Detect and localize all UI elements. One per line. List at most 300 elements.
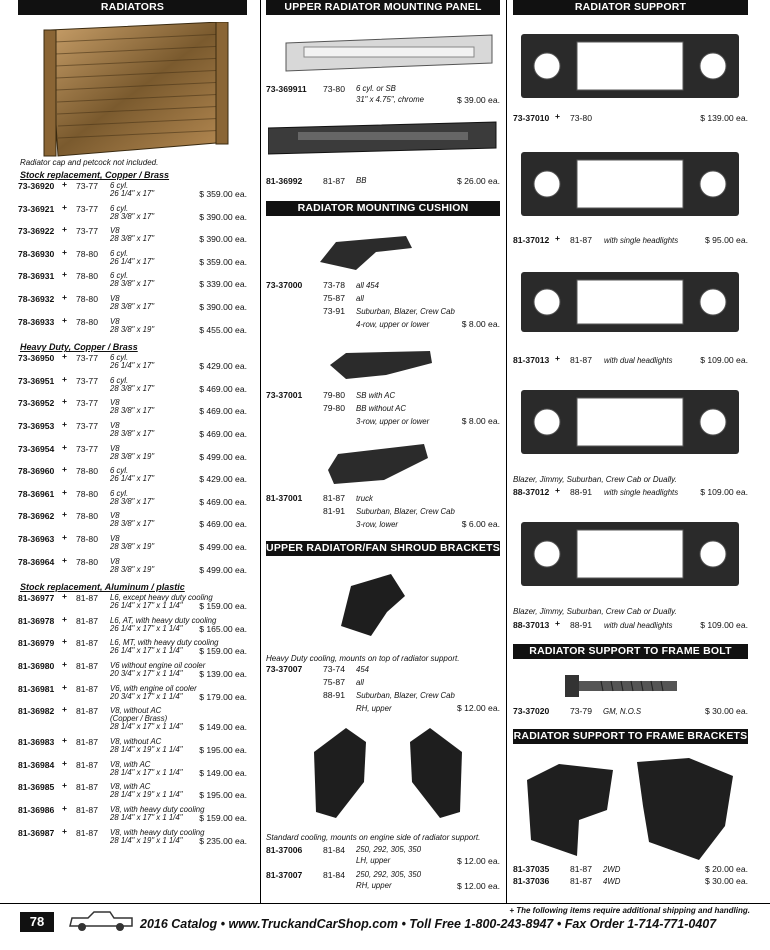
shipping-plus-marker: + — [62, 224, 68, 235]
shipping-plus-marker: + — [62, 486, 68, 497]
part-number: 73-37001 — [266, 390, 303, 400]
shroud-item-2 — [266, 845, 500, 869]
dimensions: 28 3/8" x 17" — [110, 211, 155, 221]
shipping-plus-marker: + — [555, 618, 561, 628]
description: BB — [356, 176, 367, 185]
part-number: 88-37012 — [513, 487, 550, 497]
shipping-plus-marker: + — [62, 803, 68, 813]
year-range: 78-80 — [76, 511, 98, 522]
price: $ 359.00 ea. — [199, 256, 247, 267]
part-number: 81-36981 — [18, 683, 55, 694]
shipping-plus-marker: + — [62, 179, 68, 189]
shipping-plus-marker: + — [555, 485, 561, 495]
price: $ 26.00 ea. — [456, 176, 500, 186]
part-number: 73-36920 — [18, 181, 55, 191]
year-range: 81-87 — [570, 355, 592, 365]
shipping-plus-marker: + — [62, 419, 68, 429]
description-extra: LH, upper — [356, 856, 391, 865]
price: $ 109.00 ea. — [700, 620, 748, 630]
middle-column — [266, 0, 500, 891]
price: $ 139.00 ea. — [199, 669, 247, 679]
shipping-plus-marker: + — [62, 591, 68, 602]
price: $ 359.00 ea. — [199, 189, 247, 199]
upper-panel-header: UPPER RADIATOR MOUNTING PANEL — [266, 0, 500, 15]
year-range: 81-87 — [76, 805, 98, 815]
price: $ 195.00 ea. — [199, 745, 247, 756]
description: BB without AC — [356, 404, 406, 413]
footer-catalog: 2016 Catalog — [140, 917, 218, 931]
radiator-row — [18, 782, 247, 804]
year-range: 81-87 — [76, 683, 98, 694]
part-number: 73-36954 — [18, 443, 55, 454]
part-number: 73-369911 — [266, 84, 307, 94]
description: 3-row, upper or lower — [356, 417, 430, 426]
upper-panel-image-2 — [268, 120, 498, 158]
shipping-plus-marker: + — [62, 780, 68, 791]
part-number: 81-36986 — [18, 805, 55, 815]
support-header: RADIATOR SUPPORT — [513, 0, 748, 15]
radiators-column — [18, 0, 247, 846]
shroud-note-1: Heavy Duty cooling, mounts on top of radiator support. — [266, 654, 460, 663]
shipping-plus-marker: + — [62, 554, 68, 565]
part-number: 81-36979 — [18, 638, 55, 649]
description-extra: (Copper / Brass) — [110, 714, 168, 724]
year-range: 75-87 — [323, 677, 345, 687]
year-range: 73-77 — [76, 181, 98, 191]
shipping-plus-marker: + — [62, 373, 68, 384]
radiator-support-image — [519, 30, 741, 102]
description: V8 — [110, 421, 120, 430]
price: $ 12.00 ea. — [456, 703, 500, 713]
year-range: 81-87 — [76, 759, 98, 770]
radiator-row — [18, 226, 247, 248]
year-range: 78-80 — [76, 248, 98, 259]
price: $ 339.00 ea. — [199, 279, 247, 290]
part-number: 81-37012 — [513, 235, 550, 245]
truck-logo-icon — [66, 908, 136, 932]
part-number: 78-36932 — [18, 294, 55, 304]
description: L6, MT, with heavy duty cooling — [110, 638, 219, 648]
description: L6, AT, with heavy duty cooling — [110, 615, 217, 625]
year-range: 78-80 — [76, 316, 98, 327]
description: V8, with heavy duty cooling — [110, 827, 205, 837]
bolt-header: RADIATOR SUPPORT TO FRAME BOLT — [513, 644, 748, 659]
part-number: 78-36931 — [18, 271, 55, 282]
part-number: 78-36963 — [18, 534, 55, 544]
footer-fax: Fax Order 1-714-771-0407 — [564, 917, 717, 931]
description-extra: RH, upper — [356, 881, 392, 890]
shipping-plus-marker: + — [62, 704, 68, 715]
year-range: 73-77 — [76, 226, 98, 237]
description: V8 — [110, 316, 120, 326]
description: 2WD — [603, 865, 621, 874]
description: V8 — [110, 556, 120, 566]
description: V8 — [110, 294, 120, 303]
price: $ 499.00 ea. — [199, 542, 247, 552]
radiators-header: RADIATORS — [18, 0, 247, 15]
radiator-support-image — [519, 148, 741, 220]
part-number: 81-37006 — [266, 845, 303, 855]
shipping-plus-marker: + — [62, 659, 68, 669]
dimensions: 28 1/4" x 17" x 1 1/4" — [110, 813, 183, 822]
year-range: 81-87 — [323, 176, 345, 186]
price: $ 8.00 ea. — [461, 416, 500, 426]
radiator-row — [18, 757, 247, 782]
cushion-image-3 — [324, 440, 434, 488]
dimensions: 26 1/4" x 17" — [110, 361, 155, 371]
cushion-item-2 — [266, 390, 500, 430]
radiator-row — [18, 825, 247, 850]
upper-panel-item-1 — [266, 84, 500, 110]
year-range: 73-77 — [76, 353, 98, 364]
description: V6 without engine oil cooler — [110, 661, 206, 670]
price: $ 95.00 ea. — [704, 235, 748, 245]
dimensions: 28 1/4" x 19" x 1 1/4" — [110, 745, 183, 755]
part-number: 81-36984 — [18, 759, 55, 770]
shipping-plus-marker: + — [62, 396, 68, 407]
support-row — [513, 113, 748, 127]
dimensions: 26 1/4" x 17" x 1 1/4" — [110, 646, 183, 656]
price: $ 8.00 ea. — [461, 319, 500, 329]
bolt-image — [561, 665, 681, 705]
part-number: 73-36921 — [18, 203, 55, 214]
dimensions: 28 3/8" x 19" — [110, 451, 155, 461]
bracket-row — [513, 864, 748, 876]
radiator-row — [18, 613, 247, 638]
radiator-row — [18, 421, 247, 443]
description: SB with AC — [356, 391, 396, 400]
radiator-row — [18, 805, 247, 827]
year-range: 81-87 — [76, 706, 98, 717]
description: 6 cyl. — [110, 271, 129, 281]
year-range: 88-91 — [570, 620, 592, 630]
description: V8 — [110, 226, 120, 236]
shipping-plus-marker: + — [555, 111, 561, 121]
cushion-item-1 — [266, 280, 500, 334]
radiator-row — [18, 638, 247, 660]
page-number: 78 — [20, 912, 54, 932]
year-range: 73-91 — [323, 306, 345, 316]
radiator-row — [18, 314, 247, 339]
shipping-plus-marker: + — [62, 509, 68, 520]
description: 6 cyl. or SB — [356, 84, 396, 93]
year-range: 79-80 — [323, 390, 345, 400]
shipping-plus-marker: + — [62, 269, 68, 280]
part-number: 81-36992 — [266, 176, 303, 186]
dimensions: 28 3/8" x 17" — [110, 429, 155, 438]
bracket-2wd-image — [519, 760, 617, 860]
description: 6 cyl. — [110, 353, 129, 363]
dimensions: 26 1/4" x 17" x 1 1/4" — [110, 623, 183, 633]
price: $ 499.00 ea. — [199, 564, 247, 575]
radiator-row — [18, 534, 247, 556]
year-range: 78-80 — [76, 534, 98, 544]
shipping-plus-marker: + — [62, 757, 68, 768]
part-number: 81-37013 — [513, 355, 550, 365]
upper-panel-item-2 — [266, 176, 500, 190]
year-range: 73-77 — [76, 203, 98, 214]
description: 6 cyl. — [110, 248, 129, 258]
year-range: 73-77 — [76, 375, 98, 386]
year-range: 73-77 — [76, 398, 98, 409]
part-number: 73-37000 — [266, 280, 303, 290]
radiator-row — [18, 486, 247, 511]
price: $ 159.00 ea. — [199, 646, 247, 657]
radiator-row — [18, 704, 247, 733]
shroud-header: UPPER RADIATOR/FAN SHROUD BRACKETS — [266, 542, 500, 554]
radiator-row — [18, 661, 247, 683]
description: RH, upper — [356, 704, 392, 713]
part-number: 78-36962 — [18, 511, 55, 522]
radiator-row — [18, 511, 247, 533]
price: $ 455.00 ea. — [199, 324, 247, 335]
shipping-plus-marker: + — [62, 735, 68, 746]
year-range: 81-87 — [570, 876, 592, 886]
shipping-plus-marker: + — [62, 314, 68, 325]
description: 4WD — [603, 877, 621, 886]
price: $ 235.00 ea. — [199, 835, 247, 846]
description-extra: 31" x 4.75", chrome — [356, 95, 424, 104]
price: $ 30.00 ea. — [704, 706, 748, 716]
year-range: 81-87 — [76, 615, 98, 626]
description: L6, except heavy duty cooling — [110, 593, 213, 603]
shipping-plus-marker: + — [62, 532, 68, 542]
dimensions: 28 3/8" x 17" — [110, 496, 155, 506]
part-number: 78-36961 — [18, 488, 55, 499]
cushion-header: RADIATOR MOUNTING CUSHION — [266, 201, 500, 216]
radiator-row — [18, 181, 247, 203]
support-row — [513, 235, 748, 249]
year-range: 88-91 — [570, 487, 592, 497]
price: $ 165.00 ea. — [199, 623, 247, 634]
dimensions: 28 3/8" x 17" — [110, 519, 155, 529]
price: $ 159.00 ea. — [199, 813, 247, 823]
year-range: 78-80 — [76, 556, 98, 567]
description: truck — [356, 494, 373, 503]
year-range: 78-80 — [76, 466, 98, 477]
price: $ 390.00 ea. — [199, 302, 247, 312]
year-range: 73-77 — [76, 421, 98, 431]
part-number: 73-37020 — [513, 706, 550, 716]
part-number: 81-36978 — [18, 615, 55, 626]
part-number: 78-36930 — [18, 248, 55, 259]
year-range: 81-84 — [323, 845, 345, 855]
price: $ 469.00 ea. — [199, 496, 247, 507]
price: $ 149.00 ea. — [199, 767, 247, 778]
description: all — [356, 678, 364, 687]
part-number: 73-37007 — [266, 664, 303, 674]
year-range: 81-87 — [76, 737, 98, 748]
price: $ 109.00 ea. — [700, 355, 748, 365]
brackets-header: RADIATOR SUPPORT TO FRAME BRACKETS — [513, 730, 748, 742]
section-heading: Stock replacement, Aluminum / plastic — [20, 582, 185, 593]
year-range: 81-87 — [76, 638, 98, 649]
dimensions: 26 1/4" x 17" — [110, 256, 155, 266]
price: $ 39.00 ea. — [456, 95, 500, 105]
dimensions: 26 1/4" x 17" x 1 1/4" — [110, 601, 183, 611]
radiator-row — [18, 353, 247, 375]
radiator-image — [40, 22, 230, 157]
description: V8, with AC — [110, 782, 151, 792]
part-number: 81-36985 — [18, 782, 55, 793]
price: $ 109.00 ea. — [700, 487, 748, 497]
shroud-item-3 — [266, 870, 500, 894]
year-range: 81-87 — [76, 827, 98, 838]
shroud-item-1 — [266, 664, 500, 712]
description: all — [356, 294, 364, 303]
part-number: 81-36982 — [18, 706, 55, 717]
part-number: 73-37010 — [513, 113, 550, 123]
description: V8, with heavy duty cooling — [110, 805, 205, 814]
description: with single headlights — [604, 236, 679, 245]
year-range: 81-87 — [76, 782, 98, 793]
right-column — [513, 0, 748, 886]
upper-panel-image-1 — [284, 33, 494, 73]
radiator-row — [18, 271, 247, 293]
price: $ 469.00 ea. — [199, 406, 247, 417]
dimensions: 28 1/4" x 19" x 1 1/4" — [110, 835, 183, 845]
description: 454 — [356, 665, 370, 674]
dimensions: 28 3/8" x 17" — [110, 302, 155, 311]
shipping-plus-marker: + — [555, 353, 561, 363]
year-range: 73-79 — [570, 706, 592, 716]
price: $ 139.00 ea. — [700, 113, 748, 123]
price: $ 159.00 ea. — [199, 601, 247, 612]
cushion-item-3 — [266, 493, 500, 533]
part-number: 81-36987 — [18, 827, 55, 838]
part-number: 81-37036 — [513, 876, 550, 886]
section-heading: Heavy Duty, Copper / Brass — [20, 342, 138, 353]
part-number: 81-37001 — [266, 493, 303, 503]
dimensions: 26 1/4" x 17" — [110, 474, 155, 484]
description: all 454 — [356, 281, 379, 290]
price: $ 390.00 ea. — [199, 234, 247, 245]
radiator-row — [18, 294, 247, 316]
part-number: 78-36964 — [18, 556, 55, 567]
year-range: 73-77 — [76, 443, 98, 454]
year-range: 78-80 — [76, 271, 98, 282]
description: 250, 292, 305, 350 — [356, 845, 422, 854]
dimensions: 28 3/8" x 17" — [110, 406, 155, 416]
support-row — [513, 355, 748, 369]
shroud-note-2: Standard cooling, mounts on engine side of radiator support. — [266, 833, 481, 842]
year-range: 81-87 — [570, 864, 592, 874]
section-heading: Stock replacement, Copper / Brass — [20, 170, 170, 180]
year-range: 78-80 — [76, 488, 98, 499]
radiator-row — [18, 681, 247, 706]
part-number: 81-36977 — [18, 593, 55, 604]
year-range: 73-74 — [323, 664, 345, 674]
year-range: 78-80 — [76, 294, 98, 304]
price: $ 179.00 ea. — [199, 691, 247, 702]
description: 6 cyl. — [110, 181, 129, 190]
radiator-row — [18, 466, 247, 488]
radiator-row — [18, 373, 247, 398]
radiator-row — [18, 593, 247, 615]
radiator-support-image — [519, 386, 741, 458]
radiator-support-image — [519, 518, 741, 590]
part-number: 81-36980 — [18, 661, 55, 671]
bracket-4wd-image — [629, 756, 739, 864]
shipping-plus-marker: + — [62, 201, 68, 212]
dimensions: 28 1/4" x 17" x 1 1/4" — [110, 722, 183, 732]
price: $ 30.00 ea. — [704, 876, 748, 886]
description: GM, N.O.S — [603, 707, 642, 716]
radiator-row — [18, 737, 247, 759]
dimensions: 20 3/4" x 17" x 1 1/4" — [110, 669, 183, 678]
description: V8 — [110, 511, 120, 521]
shipping-plus-marker: + — [62, 636, 68, 647]
year-range: 73-80 — [323, 84, 345, 94]
dimensions: 28 1/4" x 19" x 1 1/4" — [110, 790, 183, 800]
price: $ 12.00 ea. — [456, 856, 500, 866]
description: 6 cyl. — [110, 466, 129, 476]
shroud-rh-image — [390, 722, 470, 822]
cushion-image-1 — [316, 232, 416, 274]
year-range: 81-87 — [76, 593, 98, 604]
radiator-support-image — [519, 268, 741, 336]
price: $ 390.00 ea. — [199, 211, 247, 222]
description: with dual headlights — [604, 621, 673, 630]
price: $ 429.00 ea. — [199, 474, 247, 485]
shipping-plus-marker: + — [62, 464, 68, 475]
price: $ 429.00 ea. — [199, 361, 247, 372]
part-number: 73-36922 — [18, 226, 55, 237]
shipping-plus-marker: + — [62, 246, 68, 257]
footer-tollfree: Toll Free 1-800-243-8947 — [409, 917, 554, 931]
part-number: 81-36983 — [18, 737, 55, 748]
dimensions: 28 3/8" x 19" — [110, 324, 155, 334]
shipping-plus-marker: + — [555, 233, 561, 243]
year-range: 81-87 — [76, 661, 98, 671]
dimensions: 28 3/8" x 17" — [110, 383, 155, 393]
part-number: 73-36950 — [18, 353, 55, 364]
year-range: 73-78 — [323, 280, 345, 290]
year-range: 73-80 — [570, 113, 592, 123]
description: 3-row, lower — [356, 520, 399, 529]
support-fitment-note: Blazer, Jimmy, Suburban, Crew Cab or Dually. — [513, 475, 677, 484]
shipping-plus-marker: + — [62, 441, 68, 452]
footer-website-link[interactable]: www.TruckandCarShop.com — [228, 917, 398, 931]
part-number: 78-36960 — [18, 466, 55, 477]
year-range: 81-91 — [323, 506, 345, 516]
description: V8, without AC — [110, 706, 162, 716]
column-divider — [260, 0, 261, 903]
year-range: 79-80 — [323, 403, 345, 413]
description: 4-row, upper or lower — [356, 320, 430, 329]
radiator-row — [18, 554, 247, 579]
dimensions: 26 1/4" x 17" — [110, 189, 155, 198]
description: V8 — [110, 534, 120, 543]
description: 250, 292, 305, 350 — [356, 870, 422, 879]
description: V8 — [110, 398, 120, 408]
price: $ 469.00 ea. — [199, 429, 247, 439]
dimensions: 28 1/4" x 17" x 1 1/4" — [110, 767, 183, 777]
price: $ 6.00 ea. — [461, 519, 500, 529]
description: Suburban, Blazer, Crew Cab — [356, 691, 455, 700]
dimensions: 28 3/8" x 19" — [110, 564, 155, 574]
shipping-plus-marker: + — [62, 825, 68, 836]
description: 6 cyl. — [110, 203, 129, 213]
description: V6, with engine oil cooler — [110, 683, 197, 693]
part-number: 81-37035 — [513, 864, 550, 874]
description: Suburban, Blazer, Crew Cab — [356, 307, 455, 316]
price: $ 469.00 ea. — [199, 519, 247, 530]
bracket-row — [513, 876, 748, 888]
price: $ 469.00 ea. — [199, 383, 247, 394]
support-row — [513, 487, 748, 501]
year-range: 75-87 — [323, 293, 345, 303]
